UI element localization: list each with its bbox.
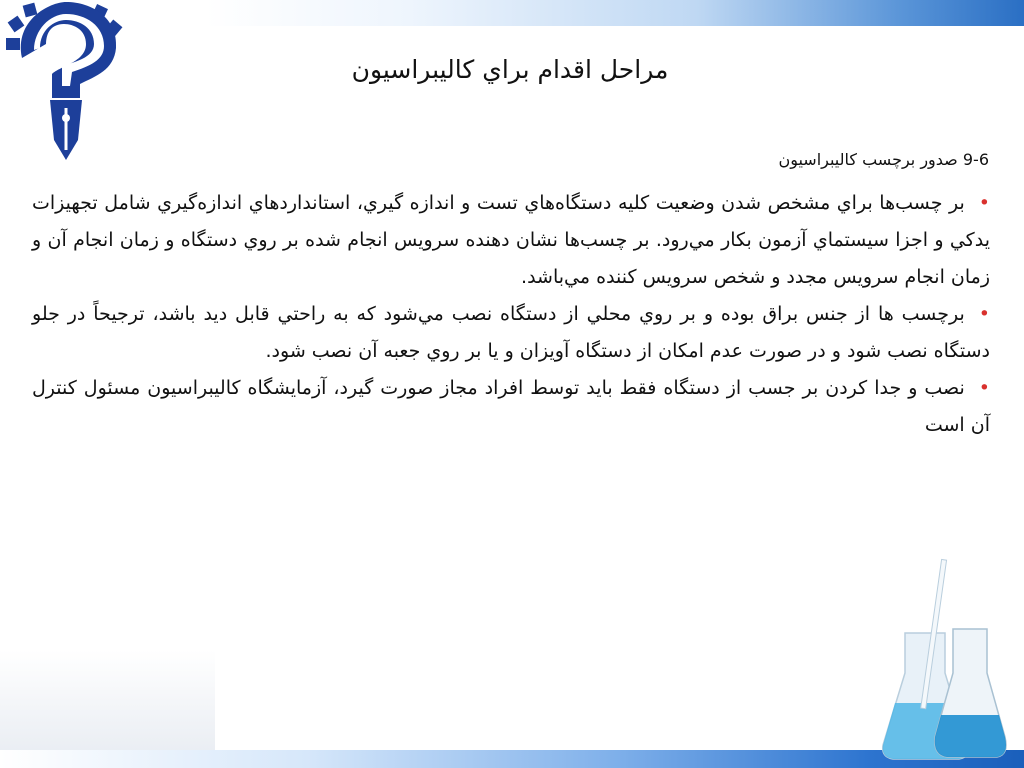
bullet-icon: • [978,192,990,214]
slide-title: مراحل اقدام براي كاليبراسيون [351,55,669,84]
bullet-list [32,185,990,444]
bullet-text: برچسب ها از جنس براق بوده و بر روي محلي از دستگاه نصب مي‌شود كه به راحتي قابل ديد باشد، ترجيحاً در جلو دستگاه نصب شود و در صورت عدم امكان از دستگاه آويزان و يا بر روي جعبه آن نصب شود. [32,303,990,362]
bottom-left-haze [0,650,215,750]
bottom-decorative-band [0,750,1024,768]
bullet-text: بر چسب‌ها براي مشخص شدن وضعيت كليه دستگاه‌هاي تست و اندازه گيري، استانداردهاي اندازه‌گيري شامل تجهيزات يدكي و اجزا سيستماي آزمون بكار مي‌رود. بر چسب‌ها نشان دهنده سرويس انجام شده بر روي دستگاه و زمان انجام آن و زمان انجام سرويس مجدد و شخص سرويس كننده مي‌باشد. [32,192,990,288]
bullet-icon: • [978,377,990,399]
bullet-text: نصب و جدا كردن بر جسب از دستگاه فقط بايد توسط افراد مجاز صورت گيرد، آزمايشگاه كاليبراسيون مسئول كنترل آن است [32,377,990,436]
bullet-item [32,185,990,296]
gear-question-logo-icon [0,0,125,165]
bullet-item [32,370,990,444]
bullet-icon: • [978,303,990,325]
bullet-item [32,296,990,370]
section-heading: 9-6 صدور برچسب كاليبراسيون [778,150,989,169]
top-decorative-band [205,0,1024,26]
laboratory-flasks-icon [875,555,1010,765]
